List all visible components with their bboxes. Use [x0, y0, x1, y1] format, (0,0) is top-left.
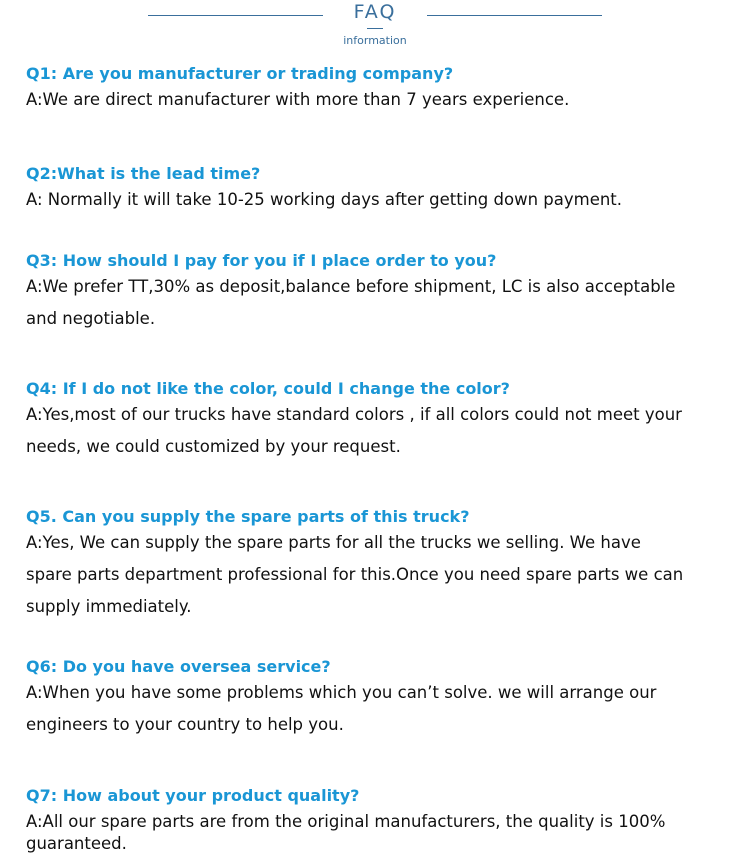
- question-4: Q4: If I do not like the color, could I change the color?: [26, 379, 510, 398]
- answer-7-line-1: A:All our spare parts are from the original manufacturers, the quality is 100%: [26, 812, 666, 831]
- faq-item-5: [26, 507, 750, 623]
- title-underline: [367, 28, 383, 29]
- question-2: Q2:What is the lead time?: [26, 164, 261, 183]
- faq-title: FAQ: [353, 1, 397, 23]
- answer-2-line-1: A: Normally it will take 10-25 working days after getting down payment.: [26, 190, 623, 209]
- question-1: Q1: Are you manufacturer or trading company?: [26, 64, 454, 83]
- question-5: Q5. Can you supply the spare parts of this truck?: [26, 507, 470, 526]
- answer-5-line-1: A:Yes, We can supply the spare parts for all the trucks we selling. We have: [26, 533, 641, 552]
- answer-3-line-2: and negotiable.: [26, 309, 156, 328]
- faq-item-7: [26, 786, 750, 856]
- answer-4-line-1: A:Yes,most of our trucks have standard colors , if all colors could not meet your: [26, 405, 682, 424]
- answer-6-line-2: engineers to your country to help you.: [26, 715, 344, 734]
- answer-1-line-1: A:We are direct manufacturer with more than 7 years experience.: [26, 90, 570, 109]
- header-rule-right: [427, 15, 602, 16]
- answer-5-line-2: spare parts department professional for this.Once you need spare parts we can: [26, 565, 684, 584]
- faq-item-2: [26, 164, 750, 216]
- faq-item-3: [26, 251, 750, 335]
- faq-header: [0, 0, 750, 60]
- faq-subtitle: information: [343, 34, 407, 47]
- faq-item-1: [26, 64, 750, 116]
- faq-item-6: [26, 657, 750, 741]
- answer-7-line-2: guaranteed.: [26, 834, 127, 853]
- answer-4-line-2: needs, we could customized by your request.: [26, 437, 401, 456]
- answer-3-line-1: A:We prefer TT,30% as deposit,balance before shipment, LC is also acceptable: [26, 277, 676, 296]
- question-6: Q6: Do you have oversea service?: [26, 657, 331, 676]
- question-7: Q7: How about your product quality?: [26, 786, 360, 805]
- answer-6-line-1: A:When you have some problems which you can’t solve. we will arrange our: [26, 683, 657, 702]
- question-3: Q3: How should I pay for you if I place order to you?: [26, 251, 497, 270]
- answer-5-line-3: supply immediately.: [26, 597, 192, 616]
- faq-item-4: [26, 379, 750, 463]
